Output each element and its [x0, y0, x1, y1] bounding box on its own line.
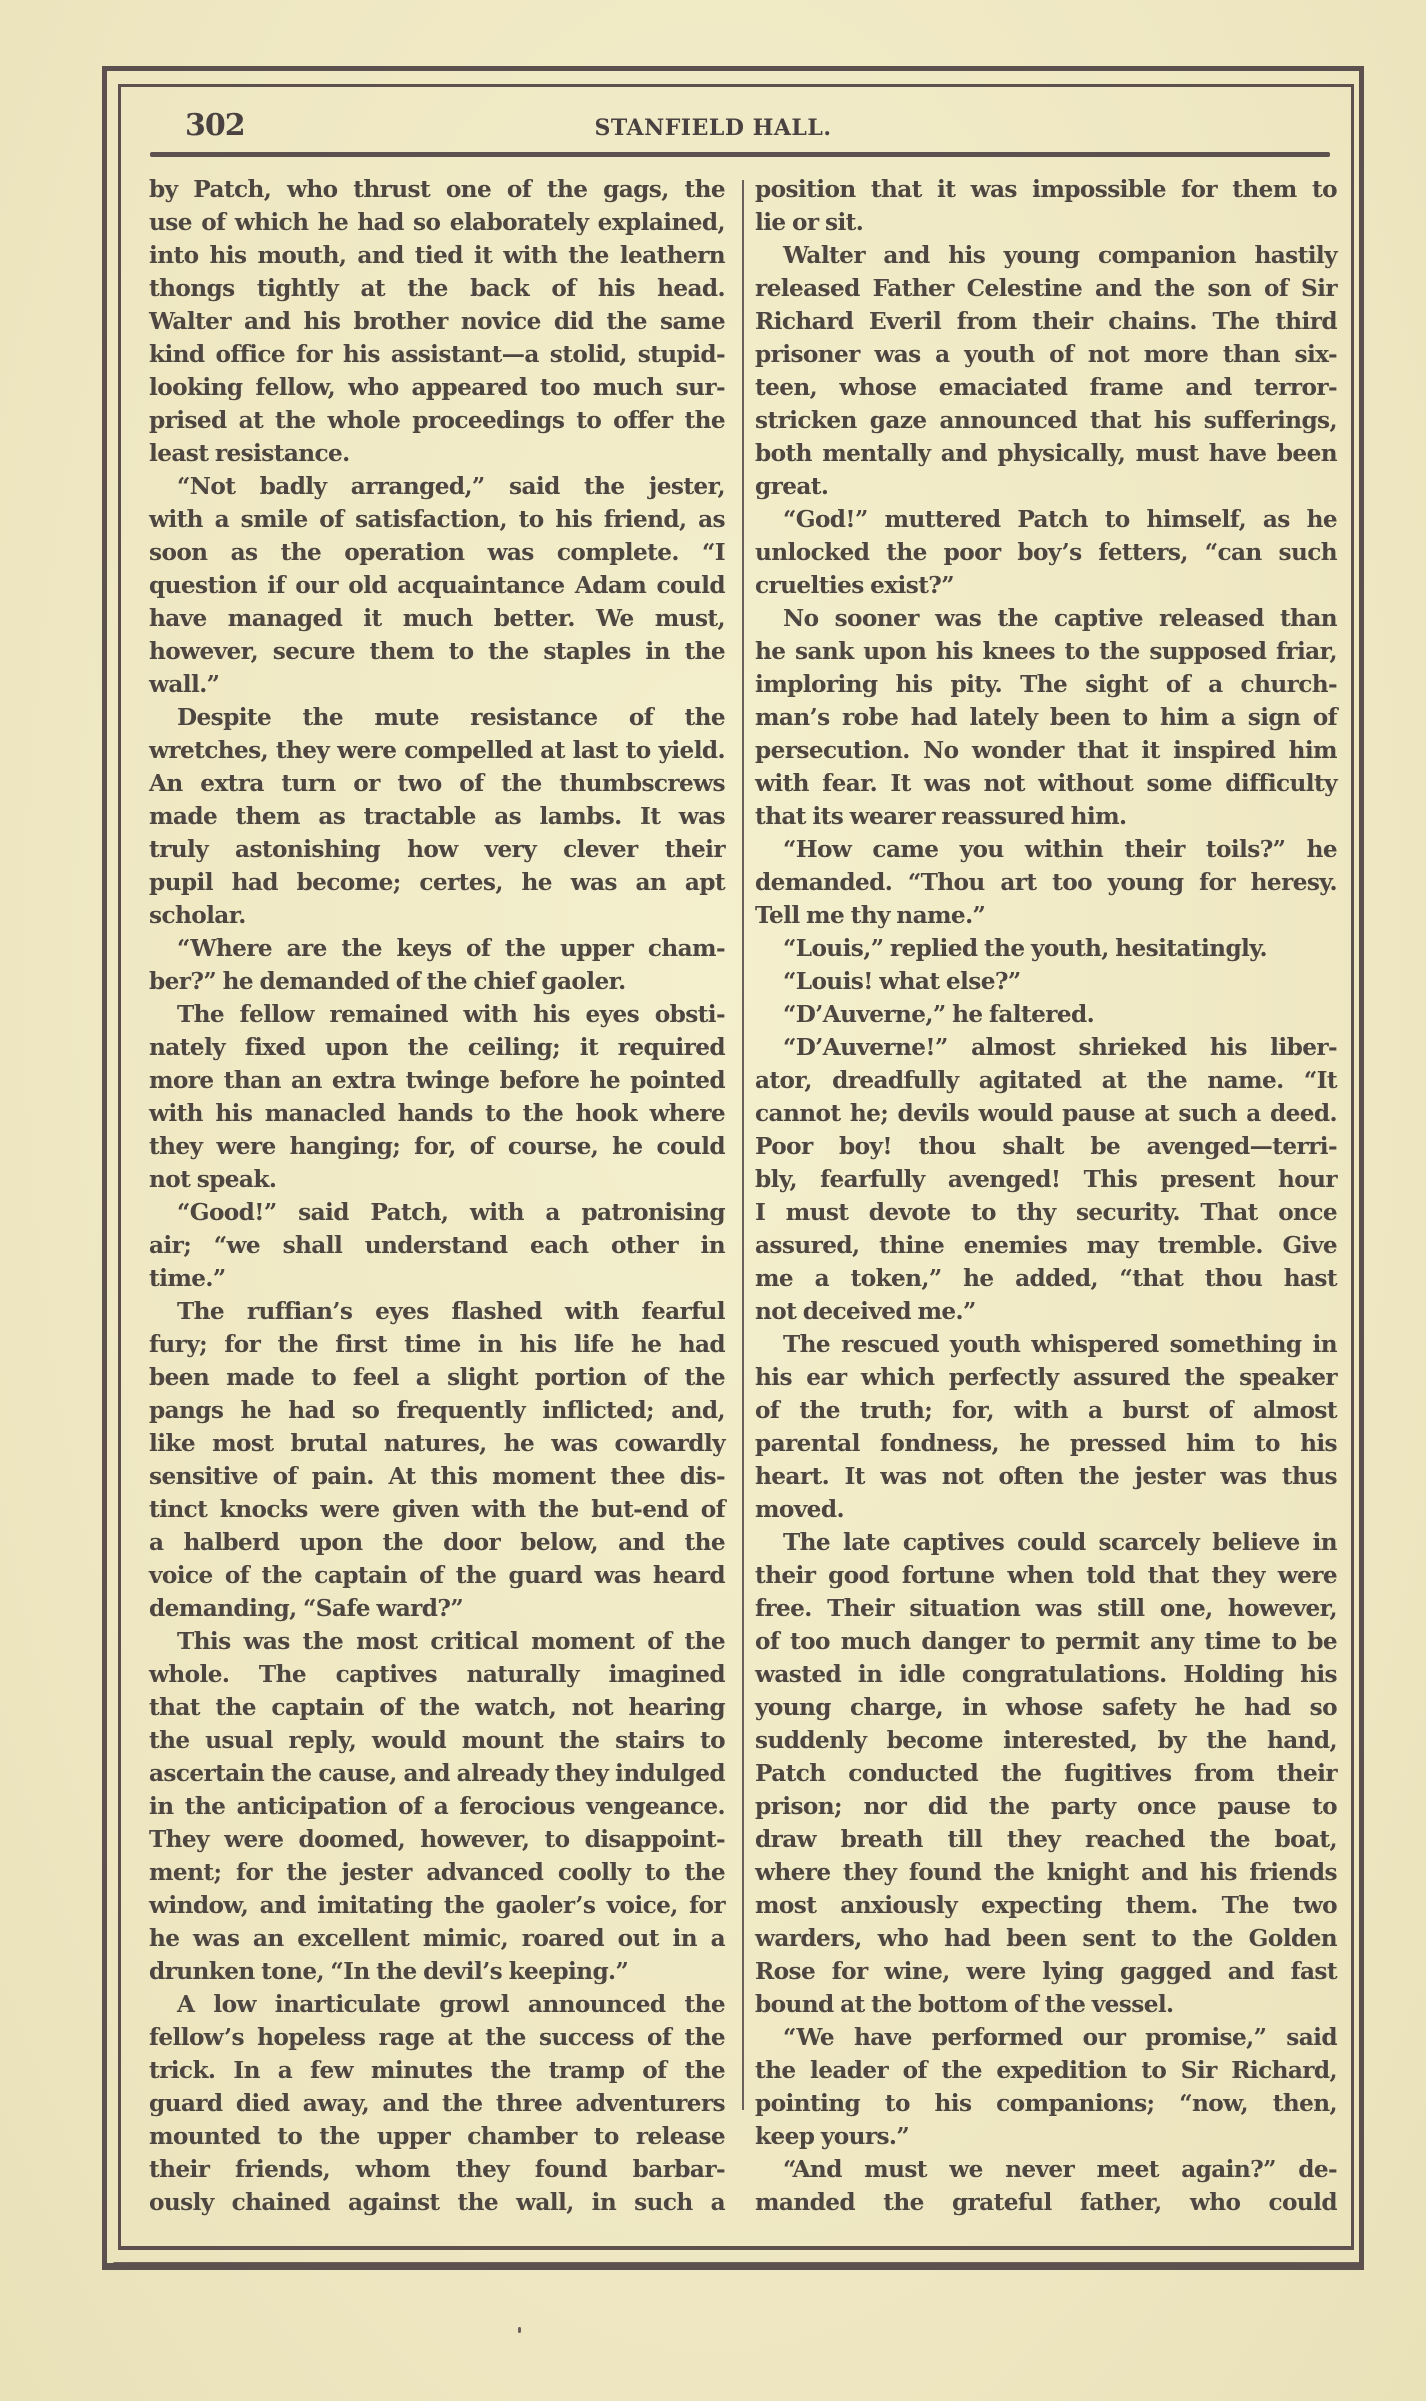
text-line: free. Their situation was still one, however,: [755, 1595, 1337, 1622]
text-line: The late captives could scarcely believe in: [783, 1529, 1337, 1556]
text-line: Poor boy! thou shalt be avenged—terri-: [755, 1133, 1337, 1160]
column-divider: [742, 180, 744, 2110]
text-line: demanding, “Safe ward?”: [149, 1595, 464, 1622]
text-line: This was the most critical moment of the: [177, 1628, 725, 1655]
text-line: me a token,” he added, “that thou hast: [755, 1265, 1337, 1292]
text-line: “God!” muttered Patch to himself, as he: [783, 506, 1337, 533]
text-line: suddenly become interested, by the hand,: [755, 1727, 1337, 1754]
text-line: Walter and his brother novice did the same: [149, 308, 725, 335]
text-line: with fear. It was not without some difficulty: [755, 770, 1337, 797]
text-line: by Patch, who thrust one of the gags, the: [149, 176, 725, 203]
text-line: into his mouth, and tied it with the leathern: [149, 242, 725, 269]
text-line: “Where are the keys of the upper cham-: [177, 935, 725, 962]
text-line: draw breath till they reached the boat,: [755, 1826, 1337, 1853]
text-line: with a smile of satisfaction, to his friend, as: [149, 506, 725, 533]
text-line: like most brutal natures, he was cowardly: [149, 1430, 725, 1457]
text-line: teen, whose emaciated frame and terror-: [755, 374, 1337, 401]
text-line: cannot he; devils would pause at such a deed.: [755, 1100, 1337, 1127]
text-line: fellow’s hopeless rage at the success of the: [149, 2024, 725, 2051]
text-line: he sank upon his knees to the supposed friar,: [755, 638, 1337, 665]
text-line: Rose for wine, were lying gagged and fast: [755, 1958, 1337, 1985]
text-line: their friends, whom they found barbar-: [149, 2156, 725, 2183]
text-line: their good fortune when told that they were: [755, 1562, 1337, 1589]
text-line: nately fixed upon the ceiling; it required: [149, 1034, 725, 1061]
text-line: The fellow remained with his eyes obsti-: [177, 1001, 725, 1028]
text-line: he was an excellent mimic, roared out in a: [149, 1925, 725, 1952]
text-line: window, and imitating the gaoler’s voice, for: [149, 1892, 725, 1919]
text-line: made them as tractable as lambs. It was: [149, 803, 725, 830]
text-line: been made to feel a slight portion of the: [149, 1364, 725, 1391]
text-line: trick. In a few minutes the tramp of the: [149, 2057, 725, 2084]
text-line: that the captain of the watch, not hearing: [149, 1694, 725, 1721]
text-line: great.: [755, 473, 829, 500]
text-line: truly astonishing how very clever their: [149, 836, 725, 863]
text-line: A low inarticulate growl announced the: [177, 1991, 725, 2018]
footer-rule: [112, 2262, 1362, 2268]
text-line: heart. It was not often the jester was thus: [755, 1463, 1337, 1490]
text-line: sensitive of pain. At this moment thee dis-: [149, 1463, 725, 1490]
text-line: not speak.: [149, 1166, 277, 1193]
text-line: The rescued youth whispered something in: [783, 1331, 1337, 1358]
text-line: wall.”: [149, 671, 220, 698]
text-line: They were doomed, however, to disappoint-: [149, 1826, 725, 1853]
text-line: released Father Celestine and the son of Sir: [755, 275, 1337, 302]
text-line: a halberd upon the door below, and the: [149, 1529, 725, 1556]
text-line: of the truth; for, with a burst of almost: [755, 1397, 1337, 1424]
text-line: The ruffian’s eyes flashed with fearful: [177, 1298, 725, 1325]
text-line: have managed it much better. We must,: [149, 605, 725, 632]
text-line: “Good!” said Patch, with a patronising: [177, 1199, 725, 1226]
text-line: both mentally and physically, must have been: [755, 440, 1337, 467]
text-line: moved.: [755, 1496, 844, 1523]
text-line: keep yours.”: [755, 2123, 910, 2150]
text-line: “We have performed our promise,” said: [783, 2024, 1337, 2051]
text-line: guard died away, and the three adventurers: [149, 2090, 725, 2117]
text-line: where they found the knight and his friends: [755, 1859, 1337, 1886]
text-line: I must devote to thy security. That once: [755, 1199, 1337, 1226]
text-line: voice of the captain of the guard was heard: [149, 1562, 725, 1589]
text-line: the leader of the expedition to Sir Richard,: [755, 2057, 1337, 2084]
text-line: soon as the operation was complete. “I: [149, 539, 725, 566]
ink-speck: [518, 2327, 521, 2333]
text-line: his ear which perfectly assured the speaker: [755, 1364, 1337, 1391]
text-line: position that it was impossible for them to: [755, 176, 1337, 203]
text-line: “D’Auverne!” almost shrieked his liber-: [783, 1034, 1337, 1061]
text-line: lie or sit.: [755, 209, 864, 236]
text-line: that its wearer reassured him.: [755, 803, 1127, 830]
text-line: looking fellow, who appeared too much sur-: [149, 374, 725, 401]
text-line: stricken gaze announced that his sufferings,: [755, 407, 1337, 434]
right-text-column: [755, 173, 1337, 2219]
text-line: wasted in idle congratulations. Holding his: [755, 1661, 1337, 1688]
text-line: pointing to his companions; “now, then,: [755, 2090, 1337, 2117]
text-line: not deceived me.”: [755, 1298, 976, 1325]
text-line: “Louis,” replied the youth, hesitatingly.: [783, 935, 1267, 962]
text-line: drunken tone, “In the devil’s keeping.”: [149, 1958, 629, 1985]
text-line: ascertain the cause, and already they indulged: [149, 1760, 725, 1787]
text-line: question if our old acquaintance Adam could: [149, 572, 725, 599]
text-line: prison; nor did the party once pause to: [755, 1793, 1337, 1820]
text-line: young charge, in whose safety he had so: [755, 1694, 1337, 1721]
text-line: Tell me thy name.”: [755, 902, 986, 929]
page-number: 302: [185, 108, 245, 143]
text-line: bly, fearfully avenged! This present hour: [755, 1166, 1337, 1193]
text-line: parental fondness, he pressed him to his: [755, 1430, 1337, 1457]
text-line: kind office for his assistant—a stolid, stupid-: [149, 341, 725, 368]
text-line: scholar.: [149, 902, 246, 929]
text-line: however, secure them to the staples in the: [149, 638, 725, 665]
header-rule: [150, 152, 1330, 157]
text-line: whole. The captives naturally imagined: [149, 1661, 725, 1688]
text-line: No sooner was the captive released than: [783, 605, 1337, 632]
text-line: An extra turn or two of the thumbscrews: [149, 770, 725, 797]
text-line: Walter and his young companion hastily: [783, 242, 1337, 269]
text-line: time.”: [149, 1265, 226, 1292]
text-line: “Not badly arranged,” said the jester,: [177, 473, 725, 500]
text-line: Patch conducted the fugitives from their: [755, 1760, 1337, 1787]
text-line: with his manacled hands to the hook where: [149, 1100, 725, 1127]
text-line: Richard Everil from their chains. The third: [755, 308, 1337, 335]
text-line: ment; for the jester advanced coolly to the: [149, 1859, 725, 1886]
text-line: manded the grateful father, who could: [755, 2189, 1337, 2216]
text-line: tinct knocks were given with the but-end of: [149, 1496, 725, 1523]
text-line: assured, thine enemies may tremble. Give: [755, 1232, 1337, 1259]
text-line: ber?” he demanded of the chief gaoler.: [149, 968, 626, 995]
text-line: more than an extra twinge before he pointed: [149, 1067, 725, 1094]
text-line: Despite the mute resistance of the: [177, 704, 725, 731]
text-line: in the anticipation of a ferocious vengeance.: [149, 1793, 725, 1820]
text-line: pangs he had so frequently inflicted; and,: [149, 1397, 725, 1424]
running-head-title: STANFIELD HALL.: [594, 115, 832, 141]
text-line: “How came you within their toils?” he: [783, 836, 1337, 863]
text-line: prisoner was a youth of not more than six-: [755, 341, 1337, 368]
text-line: prised at the whole proceedings to offer the: [149, 407, 725, 434]
text-line: ously chained against the wall, in such a: [149, 2189, 725, 2216]
text-line: wretches, they were compelled at last to yield.: [149, 737, 725, 764]
text-line: cruelties exist?”: [755, 572, 955, 599]
text-line: unlocked the poor boy’s fetters, “can such: [755, 539, 1337, 566]
text-line: man’s robe had lately been to him a sign of: [755, 704, 1337, 731]
text-line: air; “we shall understand each other in: [149, 1232, 725, 1259]
left-text-column: [149, 173, 725, 2219]
text-line: warders, who had been sent to the Golden: [755, 1925, 1337, 1952]
text-line: least resistance.: [149, 440, 350, 467]
text-line: of too much danger to permit any time to be: [755, 1628, 1337, 1655]
text-line: thongs tightly at the back of his head.: [149, 275, 725, 302]
text-line: “D’Auverne,” he faltered.: [783, 1001, 1095, 1028]
text-line: mounted to the upper chamber to release: [149, 2123, 725, 2150]
text-line: ator, dreadfully agitated at the name. “It: [755, 1067, 1337, 1094]
text-line: pupil had become; certes, he was an apt: [149, 869, 725, 896]
text-line: imploring his pity. The sight of a church-: [755, 671, 1337, 698]
text-line: most anxiously expecting them. The two: [755, 1892, 1337, 1919]
text-line: the usual reply, would mount the stairs to: [149, 1727, 725, 1754]
text-line: “Louis! what else?”: [783, 968, 1021, 995]
text-line: bound at the bottom of the vessel.: [755, 1991, 1174, 2018]
text-line: “And must we never meet again?” de-: [783, 2156, 1337, 2183]
text-line: demanded. “Thou art too young for heresy.: [755, 869, 1337, 896]
text-line: use of which he had so elaborately explained,: [149, 209, 725, 236]
text-line: fury; for the first time in his life he had: [149, 1331, 725, 1358]
text-line: persecution. No wonder that it inspired him: [755, 737, 1337, 764]
text-line: they were hanging; for, of course, he could: [149, 1133, 725, 1160]
